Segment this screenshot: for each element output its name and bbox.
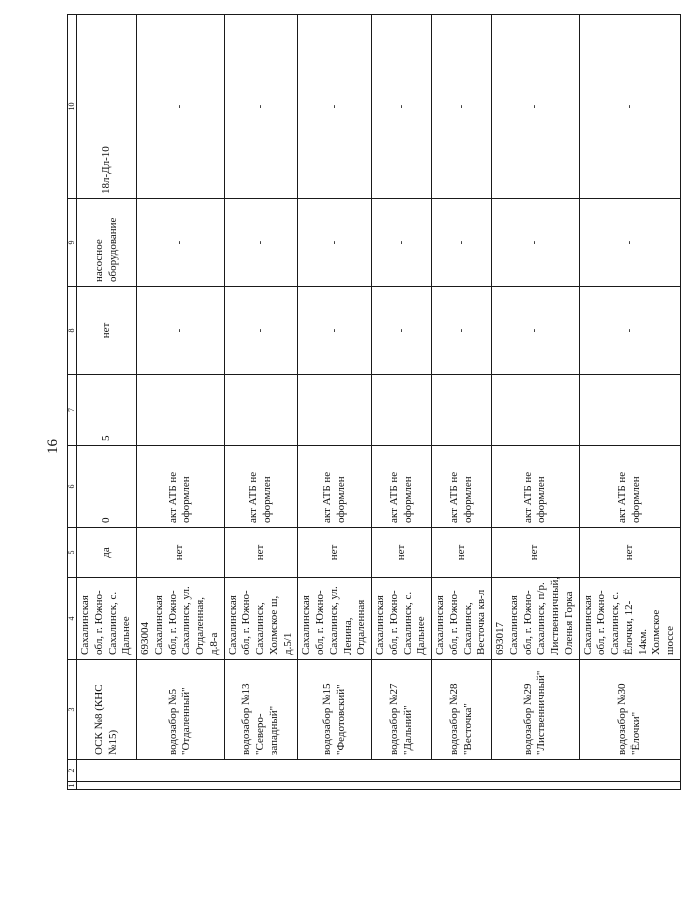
page-number: 16	[45, 439, 61, 454]
column-number: 10	[68, 15, 77, 199]
cell-col7	[579, 375, 680, 446]
cell-col8: -	[372, 287, 432, 375]
cell-col10: 18л-Дл-10	[77, 15, 137, 199]
table-row	[224, 15, 298, 790]
cell-col8: -	[298, 287, 372, 375]
table-row	[492, 15, 580, 790]
cell-col8: -	[492, 287, 580, 375]
table-row	[137, 15, 225, 790]
cell-object-name: водозабор №28 "Весточка"	[432, 660, 492, 760]
cell-col10: -	[224, 15, 298, 199]
cell-col10: -	[372, 15, 432, 199]
cell-col8: -	[579, 287, 680, 375]
cell-col10: -	[137, 15, 225, 199]
cell-col9: -	[579, 199, 680, 287]
cell-object-name: водозабор №27 "Дальний"	[372, 660, 432, 760]
cell-col6: акт АТБ не оформлен	[372, 446, 432, 528]
cell-col5: нет	[224, 528, 298, 578]
data-table	[67, 14, 681, 790]
cell-col9: -	[492, 199, 580, 287]
cell-col7	[492, 375, 580, 446]
cell-object-name: водозабор №30 "Ёлочки"	[579, 660, 680, 760]
cell-col9: насосное оборудование	[77, 199, 137, 287]
cell-col6: акт АТБ не оформлен	[137, 446, 225, 528]
table-row	[432, 15, 492, 790]
cell-object-name: водозабор №5 "Отдаленный"	[137, 660, 225, 760]
cell-col6: акт АТБ не оформлен	[579, 446, 680, 528]
cell-col6: акт АТБ не оформлен	[432, 446, 492, 528]
cell-col6: 0	[77, 446, 137, 528]
cell-col10: -	[579, 15, 680, 199]
column-number: 5	[68, 528, 77, 578]
cell-col5: нет	[432, 528, 492, 578]
cell-col8: нет	[77, 287, 137, 375]
cell-col1	[77, 782, 681, 790]
cell-address: 693004 Сахалинская обл, г. Южно-Сахалинск, ул. Отдаленная, д.8-а	[137, 578, 225, 660]
cell-col6: акт АТБ не оформлен	[492, 446, 580, 528]
cell-col7	[224, 375, 298, 446]
cell-object-name: ОСК №8 (КНС №15)	[77, 660, 137, 760]
cell-col5: нет	[298, 528, 372, 578]
cell-col7	[432, 375, 492, 446]
cell-object-name: водозабор №29 "Лиственничный"	[492, 660, 580, 760]
column-number: 7	[68, 375, 77, 446]
cell-address: Сахалинская обл, г. Южно-Сахалинск, Весточка кв-л	[432, 578, 492, 660]
column-number: 4	[68, 578, 77, 660]
cell-col9: -	[432, 199, 492, 287]
column-number: 8	[68, 287, 77, 375]
cell-col10: -	[432, 15, 492, 199]
cell-col8: -	[224, 287, 298, 375]
cell-col9: -	[298, 199, 372, 287]
cell-col9: -	[372, 199, 432, 287]
cell-object-name: водозабор №15 "Федотовский"	[298, 660, 372, 760]
table-row	[579, 15, 680, 790]
column-number: 2	[68, 760, 77, 782]
table-row	[372, 15, 432, 790]
column-numbers-row	[68, 15, 77, 790]
cell-col9: -	[137, 199, 225, 287]
cell-col8: -	[137, 287, 225, 375]
cell-col5: нет	[579, 528, 680, 578]
cell-col5: да	[77, 528, 137, 578]
cell-address: Сахалинская обл, г. Южно-Сахалинск, с. Дальнее	[372, 578, 432, 660]
cell-col2	[77, 760, 681, 782]
cell-col7	[372, 375, 432, 446]
cell-address: Сахалинская обл, г. Южно-Сахалинск, ул. Ленина, Отдаленная	[298, 578, 372, 660]
column-number: 3	[68, 660, 77, 760]
table-row	[77, 15, 137, 790]
cell-col10: -	[492, 15, 580, 199]
cell-address: 693017 Сахалинская обл, г. Южно-Сахалинск, п/р. Лиственничный, Оленья Горка	[492, 578, 580, 660]
cell-col5: нет	[372, 528, 432, 578]
cell-col6: акт АТБ не оформлен	[224, 446, 298, 528]
rotated-table-container	[67, 15, 676, 790]
cell-col5: нет	[492, 528, 580, 578]
cell-col10: -	[298, 15, 372, 199]
cell-address: Сахалинская обл, г. Южно-Сахалинск, Холмское ш, д.5/1	[224, 578, 298, 660]
cell-col9: -	[224, 199, 298, 287]
cell-col5: нет	[137, 528, 225, 578]
cell-col7	[137, 375, 225, 446]
column-number: 9	[68, 199, 77, 287]
cell-col8: -	[432, 287, 492, 375]
cell-address: Сахалинская обл, г. Южно-Сахалинск, с. Дальнее	[77, 578, 137, 660]
column-number: 6	[68, 446, 77, 528]
cell-object-name: водозабор №13 "Северо- западный"	[224, 660, 298, 760]
cell-address: Сахалинская обл, г. Южно-Сахалинск, с. Ёлочки, 12-14км. Холмское шоссе	[579, 578, 680, 660]
cell-col7: 5	[77, 375, 137, 446]
cell-col6: акт АТБ не оформлен	[298, 446, 372, 528]
table-row	[298, 15, 372, 790]
cell-col7	[298, 375, 372, 446]
column-number: 1	[67, 783, 76, 788]
